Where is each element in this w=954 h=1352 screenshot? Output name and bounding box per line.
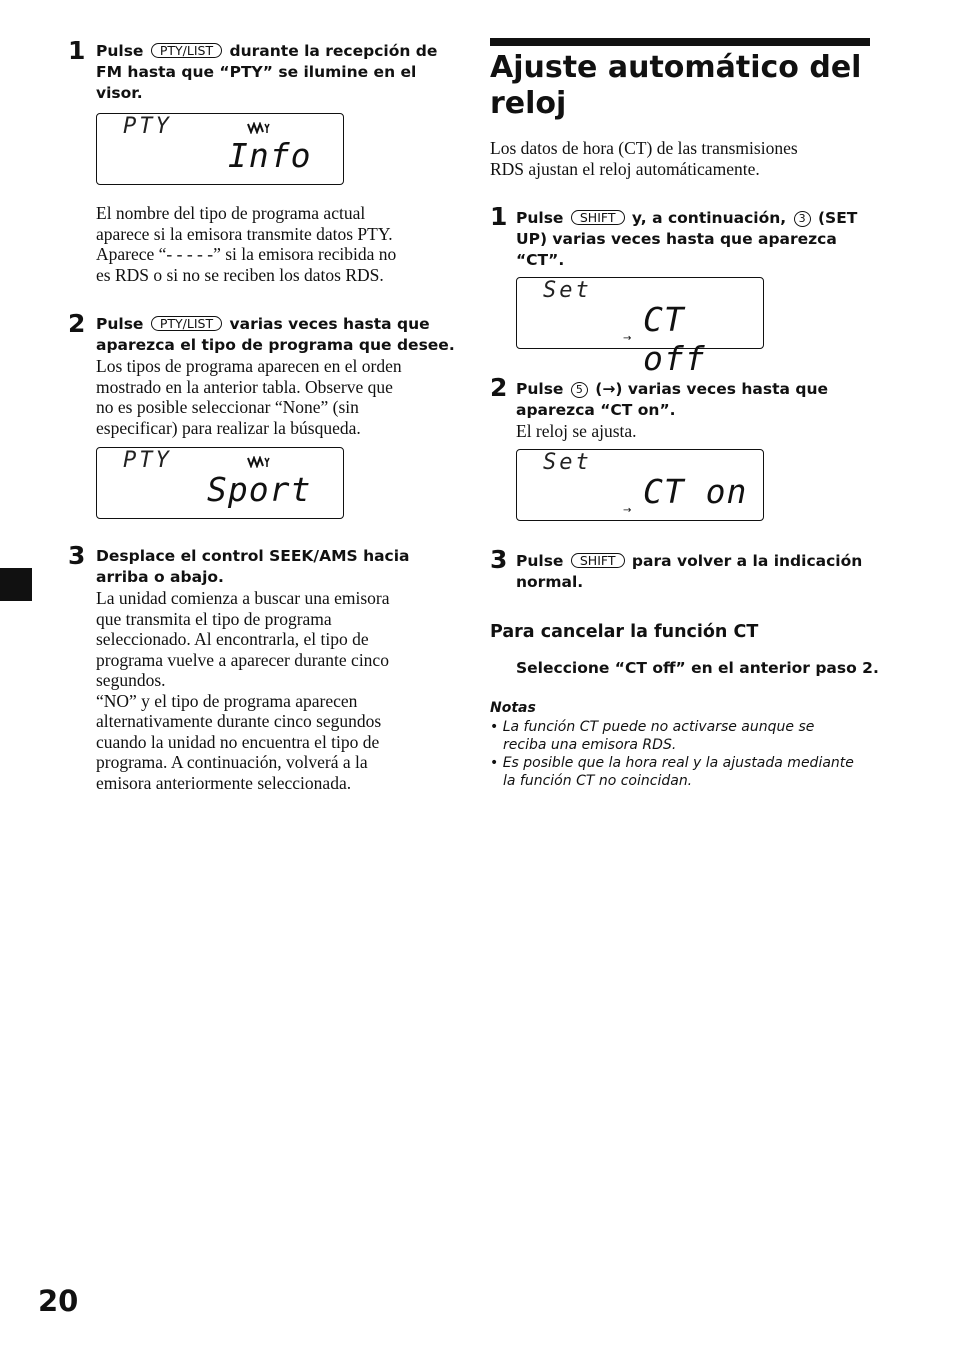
pty-list-key: PTY/LIST (151, 316, 222, 331)
step-number: 1 (490, 202, 508, 231)
pty-list-key: PTY/LIST (151, 43, 222, 58)
arrow-right-icon: → (623, 505, 632, 516)
step-instruction: Pulse SHIFT y, a continuación, 3 (SET UP) varias veces hasta que aparezca “CT”. (516, 209, 858, 269)
step-instruction: Pulse SHIFT para volver a la indicación normal. (516, 552, 863, 591)
section-title: Ajuste automático del reloj (490, 50, 862, 121)
arrow-right-icon: → (623, 333, 632, 344)
lcd-display: Set → CT on (516, 449, 764, 521)
lcd-display: PTY Sport (96, 447, 344, 519)
lcd-display: PTY Info (96, 113, 344, 185)
step-instruction: Desplace el control SEEK/AMS hacia arriba o abajo. (96, 547, 410, 586)
step-number: 3 (68, 541, 86, 570)
step-instruction: Pulse PTY/LIST durante la recepción de FM hasta que “PTY” se ilumine en el visor. (96, 42, 438, 102)
shift-key: SHIFT (571, 553, 625, 568)
step-description: Los tipos de programa aparecen en el orden mostrado en la anterior tabla. Observe que no es posible seleccionar “None” (sin especificar) para realizar la búsqueda. (96, 356, 402, 438)
lcd-display: Set → CT off (516, 277, 764, 349)
intro-text: Los datos de hora (CT) de las transmisiones RDS ajustan el reloj automáticamente. (490, 138, 798, 179)
shift-key: SHIFT (571, 210, 625, 225)
number-5-key: 5 (571, 382, 588, 398)
title-rule (490, 38, 870, 46)
cancel-heading: Para cancelar la función CT (490, 622, 759, 642)
step-number: 2 (68, 309, 86, 338)
note-item: • La función CT puede no activarse aunque se reciba una emisora RDS. (490, 719, 815, 753)
notes-list (490, 718, 890, 790)
cancel-text: Seleccione “CT off” en el anterior paso 2. (516, 659, 879, 677)
section-tab-marker (0, 568, 32, 601)
step-number: 2 (490, 373, 508, 402)
notes-heading: Notas (490, 700, 536, 716)
step-instruction: Pulse 5 (→) varias veces hasta que aparezca “CT on”. (516, 380, 828, 419)
note-item: • Es posible que la hora real y la ajustada mediante la función CT no coincidan. (490, 755, 854, 789)
number-3-key: 3 (794, 211, 811, 227)
step-instruction: Pulse PTY/LIST varias veces hasta que aparezca el tipo de programa que desee. (96, 315, 455, 354)
step-description: La unidad comienza a buscar una emisora que transmita el tipo de programa seleccionado. Al encontrarla, el tipo de programa vuelve a aparecer durante cinco segundos. “NO” y el tipo de programa aparecen alternativamente durante cinco segundos cuando la unidad no encuentra el tipo de programa. A continuación, volverá a la emisora anteriormente seleccionada. (96, 588, 390, 793)
step-number: 3 (490, 545, 508, 574)
step-description: El nombre del tipo de programa actual aparece si la emisora transmite datos PTY. Aparece “- - - - -” si la emisora recibida no es RDS o si no se reciben los datos RDS. (96, 203, 397, 285)
step-description: El reloj se ajusta. (516, 421, 637, 441)
step-number: 1 (68, 36, 86, 65)
page-number: 20 (38, 1284, 79, 1318)
